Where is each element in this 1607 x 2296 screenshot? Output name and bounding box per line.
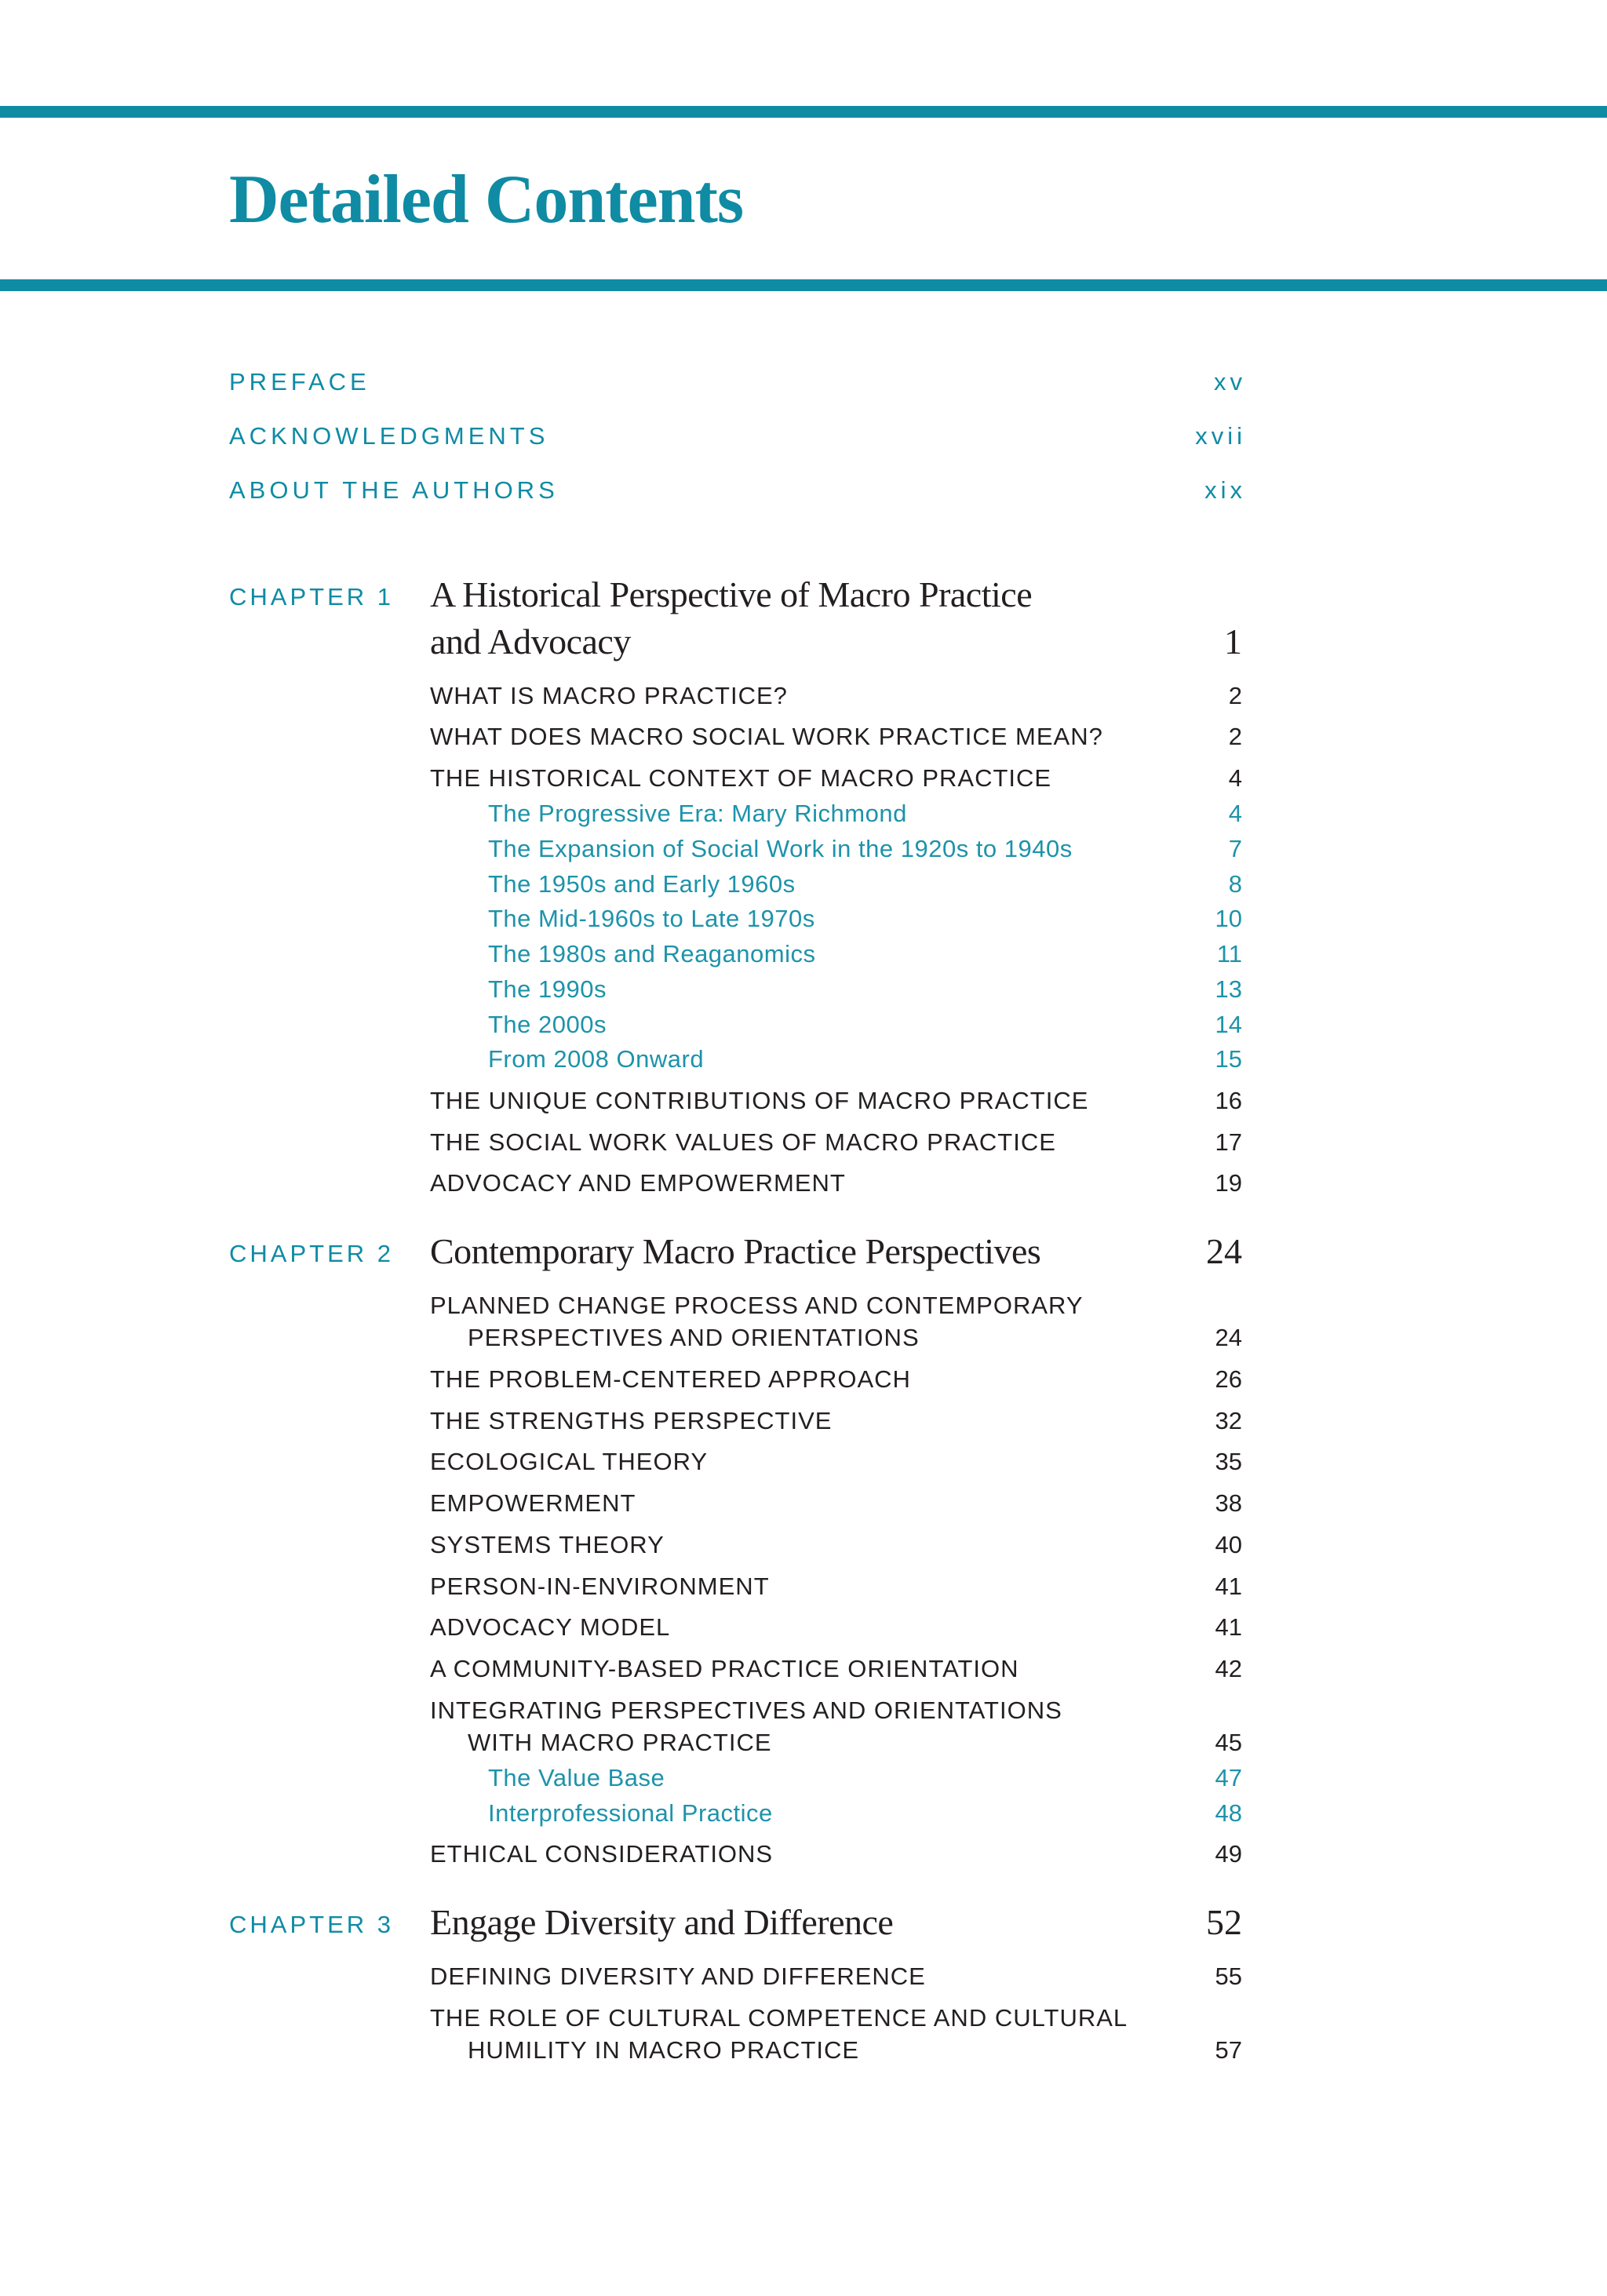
section-page: 38	[1215, 1489, 1242, 1517]
subsection-title: The Value Base	[488, 1764, 665, 1791]
section-title: PLANNED CHANGE PROCESS AND CONTEMPORARY	[430, 1292, 1084, 1319]
section-title-continued: PERSPECTIVES AND ORIENTATIONS	[468, 1324, 920, 1351]
section-title: DEFINING DIVERSITY AND DIFFERENCE	[430, 1963, 926, 1990]
chapter-page: 52	[1206, 1902, 1242, 1942]
subsection-title: Interprofessional Practice	[488, 1799, 773, 1827]
section-title: ETHICAL CONSIDERATIONS	[430, 1840, 774, 1868]
subsection-page: 15	[1215, 1045, 1242, 1073]
subsection-title: The 1950s and Early 1960s	[488, 870, 796, 898]
subsection-page: 4	[1228, 800, 1242, 827]
section-title: THE SOCIAL WORK VALUES OF MACRO PRACTICE	[430, 1128, 1056, 1156]
subsection-title: The Expansion of Social Work in the 1920s to 1940s	[488, 835, 1073, 862]
chapter-title: Engage Diversity and Difference	[430, 1902, 894, 1942]
section-page: 2	[1228, 723, 1242, 750]
toc-entry-title: ACKNOWLEDGMENTS	[229, 422, 549, 450]
subsection-title: From 2008 Onward	[488, 1045, 705, 1073]
chapter-page: 1	[1224, 621, 1242, 661]
subsection-title: The Mid-1960s to Late 1970s	[488, 905, 815, 932]
subsection-page: 7	[1228, 835, 1242, 862]
section-page: 57	[1215, 2036, 1242, 2064]
chapter-label: CHAPTER 2	[229, 1240, 394, 1267]
section-title: ADVOCACY AND EMPOWERMENT	[430, 1169, 846, 1197]
toc-entry-page: xix	[1204, 476, 1246, 504]
section-title-continued: WITH MACRO PRACTICE	[468, 1729, 772, 1756]
section-title: THE PROBLEM-CENTERED APPROACH	[430, 1365, 911, 1393]
subsection-title: The Progressive Era: Mary Richmond	[488, 800, 907, 827]
section-title: WHAT DOES MACRO SOCIAL WORK PRACTICE MEAN?	[430, 723, 1103, 750]
section-title: PERSON-IN-ENVIRONMENT	[430, 1573, 770, 1600]
section-page: 19	[1215, 1169, 1242, 1197]
subsection-page: 10	[1215, 905, 1242, 932]
chapter-title: Contemporary Macro Practice Perspectives	[430, 1231, 1041, 1271]
section-page: 17	[1215, 1128, 1242, 1156]
section-title: WHAT IS MACRO PRACTICE?	[430, 682, 788, 709]
section-page: 41	[1215, 1573, 1242, 1600]
subsection-title: The 2000s	[488, 1011, 607, 1038]
section-page: 35	[1215, 1448, 1242, 1475]
section-page: 45	[1215, 1729, 1242, 1756]
subsection-page: 14	[1215, 1011, 1242, 1038]
chapter-page: 24	[1206, 1231, 1242, 1271]
section-title: EMPOWERMENT	[430, 1489, 636, 1517]
subsection-page: 47	[1215, 1764, 1242, 1791]
section-page: 41	[1215, 1613, 1242, 1641]
chapter-title: A Historical Perspective of Macro Practice	[430, 574, 1033, 614]
subsection-page: 8	[1228, 870, 1242, 898]
section-title-continued: HUMILITY IN MACRO PRACTICE	[468, 2036, 860, 2064]
section-title: ECOLOGICAL THEORY	[430, 1448, 709, 1475]
section-page: 2	[1228, 682, 1242, 709]
section-page: 26	[1215, 1365, 1242, 1393]
section-page: 42	[1215, 1655, 1242, 1682]
section-page: 55	[1215, 1963, 1242, 1990]
chapter-title-continued: and Advocacy	[430, 621, 631, 661]
toc-entry-title: PREFACE	[229, 368, 370, 395]
section-title: ADVOCACY MODEL	[430, 1613, 671, 1641]
subsection-page: 13	[1215, 975, 1242, 1003]
subsection-title: The 1990s	[488, 975, 607, 1003]
section-title: SYSTEMS THEORY	[430, 1531, 665, 1558]
section-title: A COMMUNITY-BASED PRACTICE ORIENTATION	[430, 1655, 1019, 1682]
section-title: INTEGRATING PERSPECTIVES AND ORIENTATIONS	[430, 1696, 1062, 1724]
toc-entry-page: xv	[1214, 368, 1246, 395]
subsection-title: The 1980s and Reaganomics	[488, 940, 816, 968]
page-title: Detailed Contents	[229, 162, 744, 238]
toc-entry-page: xvii	[1195, 422, 1246, 450]
section-page: 40	[1215, 1531, 1242, 1558]
subsection-page: 11	[1216, 940, 1242, 968]
subsection-page: 48	[1215, 1799, 1242, 1827]
toc-entry-title: ABOUT THE AUTHORS	[229, 476, 559, 504]
section-title: THE STRENGTHS PERSPECTIVE	[430, 1407, 833, 1434]
section-page: 24	[1215, 1324, 1242, 1351]
section-title: THE UNIQUE CONTRIBUTIONS OF MACRO PRACTICE	[430, 1087, 1089, 1114]
section-page: 4	[1228, 764, 1242, 792]
section-title: THE ROLE OF CULTURAL COMPETENCE AND CULTURAL	[430, 2004, 1128, 2032]
section-page: 32	[1215, 1407, 1242, 1434]
section-page: 49	[1215, 1840, 1242, 1868]
section-title: THE HISTORICAL CONTEXT OF MACRO PRACTICE	[430, 764, 1052, 792]
chapter-label: CHAPTER 1	[229, 583, 394, 610]
section-page: 16	[1215, 1087, 1242, 1114]
chapter-label: CHAPTER 3	[229, 1911, 394, 1938]
